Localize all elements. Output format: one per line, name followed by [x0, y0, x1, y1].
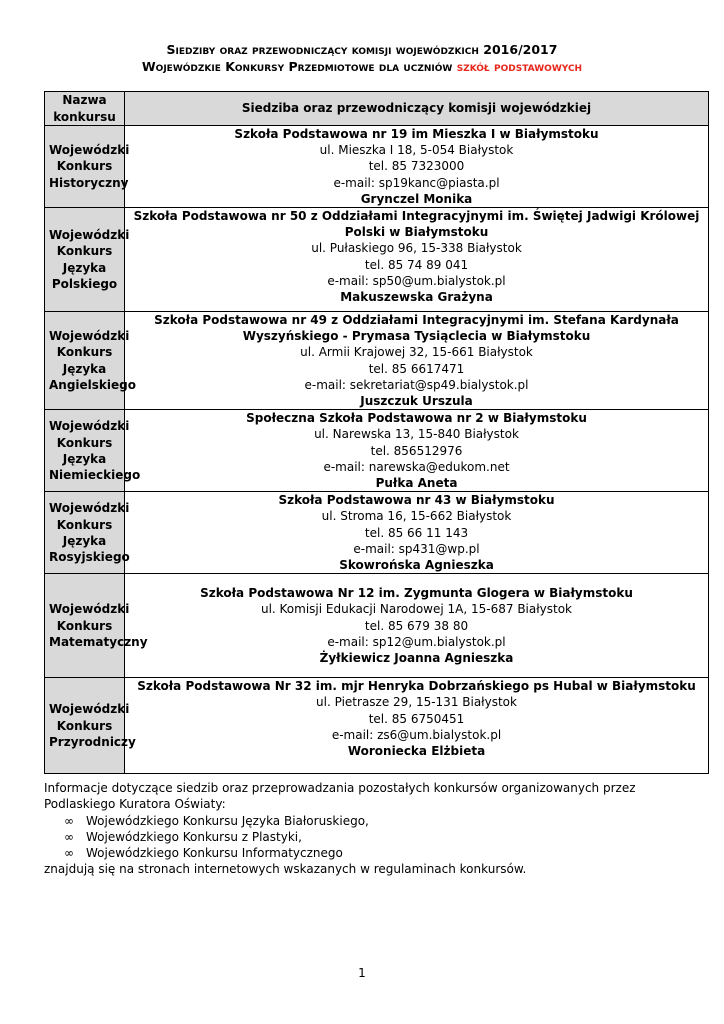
school-name: Społeczna Szkoła Podstawowa nr 2 w Białymstoku [246, 411, 587, 426]
school-email[interactable]: e-mail: sekretariat@sp49.bialystok.pl [304, 377, 529, 392]
page-number: 1 [358, 966, 366, 980]
table-row [45, 410, 709, 492]
title-year: 2016/2017 [483, 42, 558, 57]
school-phone: tel. 856512976 [370, 443, 463, 458]
school-phone: tel. 85 66 11 143 [364, 525, 469, 540]
school-name: Szkoła Podstawowa Nr 12 im. Zygmunta Glogera w Białymstoku [200, 586, 633, 601]
infinity-bullet-icon: ∞ [64, 846, 74, 861]
competition-seat [125, 678, 709, 774]
school-email[interactable]: e-mail: sp431@wp.pl [353, 541, 480, 556]
school-phone: tel. 85 6617471 [368, 361, 465, 376]
school-email[interactable]: e-mail: sp19kanc@piasta.pl [333, 175, 500, 190]
committee-chair: Makuszewska Grażyna [340, 290, 493, 305]
document-title-line-1 [0, 41, 724, 58]
school-name: Szkoła Podstawowa nr 49 z Oddziałami Integracyjnymi im. Stefana Kardynała Wyszyńskiego - Prymasa Tysiąclecia w Białymstoku [154, 313, 679, 344]
competition-name: Wojewódzki Konkurs Matematyczny [45, 574, 125, 678]
school-address: ul. Stroma 16, 15-662 Białystok [321, 509, 512, 524]
school-address: ul. Pietrasze 29, 15-131 Białystok [316, 695, 517, 710]
competition-seat [125, 574, 709, 678]
school-phone: tel. 85 7323000 [368, 159, 465, 174]
committee-chair: Juszczuk Urszula [360, 394, 473, 409]
school-address: ul. Komisji Edukacji Narodowej 1A, 15-687 Białystok [260, 602, 573, 617]
competition-name: Wojewódzki Konkurs Języka Niemieckiego [45, 410, 125, 492]
school-email[interactable]: e-mail: zs6@um.bialystok.pl [331, 727, 502, 742]
table-row [45, 574, 709, 678]
school-name: Szkoła Podstawowa Nr 32 im. mjr Henryka Dobrzańskiego ps Hubal w Białymstoku [137, 679, 696, 694]
competition-seat [125, 208, 709, 312]
school-name: Szkoła Podstawowa nr 50 z Oddziałami Integracyjnymi im. Świętej Jadwigi Królowej Polski w Białymstoku [133, 209, 700, 240]
list-item: ∞ Wojewódzkiego Konkursu Informatycznego [64, 846, 343, 861]
competition-name: Wojewódzki Konkurs Przyrodniczy [45, 678, 125, 774]
competition-seat [125, 492, 709, 574]
infinity-bullet-icon: ∞ [64, 813, 74, 828]
committee-chair: Pułka Aneta [375, 476, 458, 491]
competition-seat [125, 312, 709, 410]
committee-chair: Skowrońska Agnieszka [339, 558, 494, 573]
competition-name: Wojewódzki Konkurs Języka Angielskiego [45, 312, 125, 410]
footer-intro: Informacje dotyczące siedzib oraz przeprowadzania pozostałych konkursów organizowanych przez Podlaskiego Kuratora Oświaty: [44, 781, 636, 812]
school-email[interactable]: e-mail: sp12@um.bialystok.pl [327, 634, 506, 649]
infinity-bullet-icon: ∞ [64, 829, 74, 844]
list-item: ∞ Wojewódzkiego Konkursu Języka Białoruskiego, [64, 813, 369, 828]
committee-chair: Grynczel Monika [360, 191, 473, 206]
committee-chair: Woroniecka Elżbieta [347, 744, 486, 759]
competition-name: Wojewódzki Konkurs Języka Polskiego [45, 208, 125, 312]
table-row [45, 492, 709, 574]
school-address: ul. Pułaskiego 96, 15-338 Białystok [311, 241, 522, 256]
school-name: Szkoła Podstawowa nr 19 im Mieszka I w Białymstoku [234, 127, 599, 141]
school-address: ul. Mieszka I 18, 5-054 Białystok [319, 143, 514, 158]
title-text: Siedziby oraz przewodniczący komisji wojewódzkich [166, 42, 479, 57]
table-row [45, 678, 709, 774]
footer-note [44, 780, 684, 878]
subtitle-text: Wojewódzkie Konkursy Przedmiotowe dla uczniów [141, 59, 453, 74]
competition-name: Wojewódzki Konkurs Języka Rosyjskiego [45, 492, 125, 574]
school-phone: tel. 85 74 89 041 [364, 257, 469, 272]
committee-chair: Żyłkiewicz Joanna Agnieszka [319, 651, 514, 666]
list-item: ∞ Wojewódzkiego Konkursu z Plastyki, [64, 829, 302, 844]
table-row [45, 208, 709, 312]
table-row [45, 312, 709, 410]
school-email[interactable]: e-mail: sp50@um.bialystok.pl [327, 273, 506, 288]
competition-name: Wojewódzki Konkurs Historyczny [45, 126, 125, 208]
school-phone: tel. 85 679 38 80 [364, 618, 469, 633]
competitions-table [44, 91, 709, 774]
school-email[interactable]: e-mail: narewska@edukom.net [323, 459, 510, 474]
school-phone: tel. 85 6750451 [368, 711, 465, 726]
school-address: ul. Armii Krajowej 32, 15-661 Białystok [300, 345, 533, 360]
header-seat: Siedziba oraz przewodniczący komisji wojewódzkiej [125, 92, 709, 126]
footer-outro: znajdują się na stronach internetowych wskazanych w regulaminach konkursów. [44, 862, 527, 877]
school-name: Szkoła Podstawowa nr 43 w Białymstoku [278, 493, 555, 508]
table-header-row [45, 92, 709, 126]
footer-list [44, 813, 684, 862]
competition-seat [125, 126, 709, 208]
document-title-line-2 [0, 58, 724, 75]
competition-seat [125, 410, 709, 492]
header-name: Nazwa konkursu [45, 92, 125, 126]
school-address: ul. Narewska 13, 15-840 Białystok [314, 427, 519, 442]
table-row [45, 126, 709, 208]
subtitle-highlight: szkół podstawowych [456, 59, 583, 74]
